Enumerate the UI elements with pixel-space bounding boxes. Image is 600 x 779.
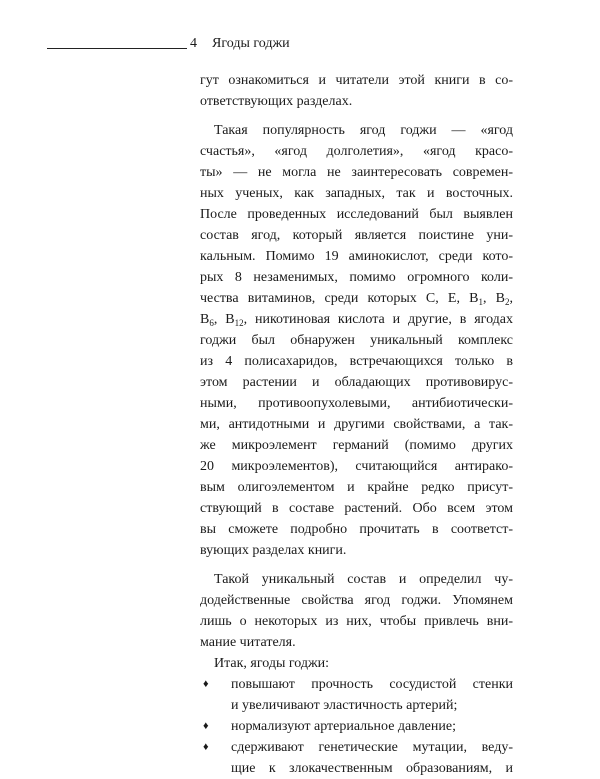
text-line: нормализуют артериальное давление; [231,719,456,734]
text-line: и увеличивают эластичность артерий; [231,698,458,713]
text-line: рых 8 незаменимых, помимо огромного коли- [200,270,513,285]
text-line: ствующий в составе растений. Обо всем этом [200,501,513,516]
text-line: додейственные свойства ягод годжи. Упомянем [200,593,513,608]
text-line: После проведенных исследований был выявлен [200,207,513,222]
text-line: $B_6$, $B_{12}$, никотиновая кислота и другие, в ягодах [200,312,514,328]
text-line: ных ученых, как западных, так и восточных. [200,186,513,201]
paragraph [200,569,513,653]
text-line: гут ознакомиться и читатели этой книги в со- [200,73,513,88]
paragraph [200,120,513,561]
running-header [47,30,397,54]
text-line: годжи был обнаружен уникальный комплекс [200,333,513,348]
text-line: ными, противоопухолевыми, антибиотически- [200,396,513,411]
text-line: ми, антидотными и другими свойствами, а так- [200,417,513,432]
text-line: Такой уникальный состав и определил чу- [214,572,513,587]
running-title: Ягоды годжи [212,36,290,51]
diamond-bullet-icon: ♦ [203,678,209,690]
bullet-item [200,737,513,779]
bullet-list [200,674,513,779]
bullet-item [200,716,513,737]
text-line: состав ягод, который является поистине уни- [200,228,513,243]
text-line: 20 микроэлементов), считающийся антирако- [200,459,513,474]
text-line: мание читателя. [200,635,296,650]
text-line: этом растении и обладающих противовирус- [200,375,513,390]
text-line: кальным. Помимо 19 аминокислот, среди кото- [200,249,513,264]
text-line: щие к злокачественным образованиям, и [231,761,513,776]
text-line: сдерживают генетические мутации, веду- [231,740,513,755]
page-number: 4 [190,36,197,51]
text-line: счастья», «ягод долголетия», «ягод красо- [200,144,513,159]
paragraph [200,70,513,112]
text-line: ответствующих разделах. [200,94,353,109]
text-line: лишь о некоторых из них, чтобы привлечь вни- [200,614,513,629]
text-line: Итак, ягоды годжи: [214,656,330,671]
text-line: ты» — не могла не заинтересовать современ- [200,165,513,180]
text-line: из 4 полисахаридов, встречающихся только в [200,354,513,369]
text-line: Такая популярность ягод годжи — «ягод [214,123,513,138]
bullet-item [200,674,513,716]
text-line: чества витаминов, среди которых С, Е, $B_1$, $B_2$, [200,291,514,307]
text-line: вым олигоэлементом и крайне редко присут- [200,480,513,495]
text-line: вы сможете подробно прочитать в соответст- [200,522,513,537]
diamond-bullet-icon: ♦ [203,720,209,732]
text-line: повышают прочность сосудистой стенки [231,677,513,692]
paragraph [200,653,513,674]
text-line: же микроэлемент германий (помимо других [200,438,513,453]
text-line: вующих разделах книги. [200,543,347,558]
diamond-bullet-icon: ♦ [203,741,209,753]
header-rule [47,48,187,49]
body-text [200,70,513,779]
